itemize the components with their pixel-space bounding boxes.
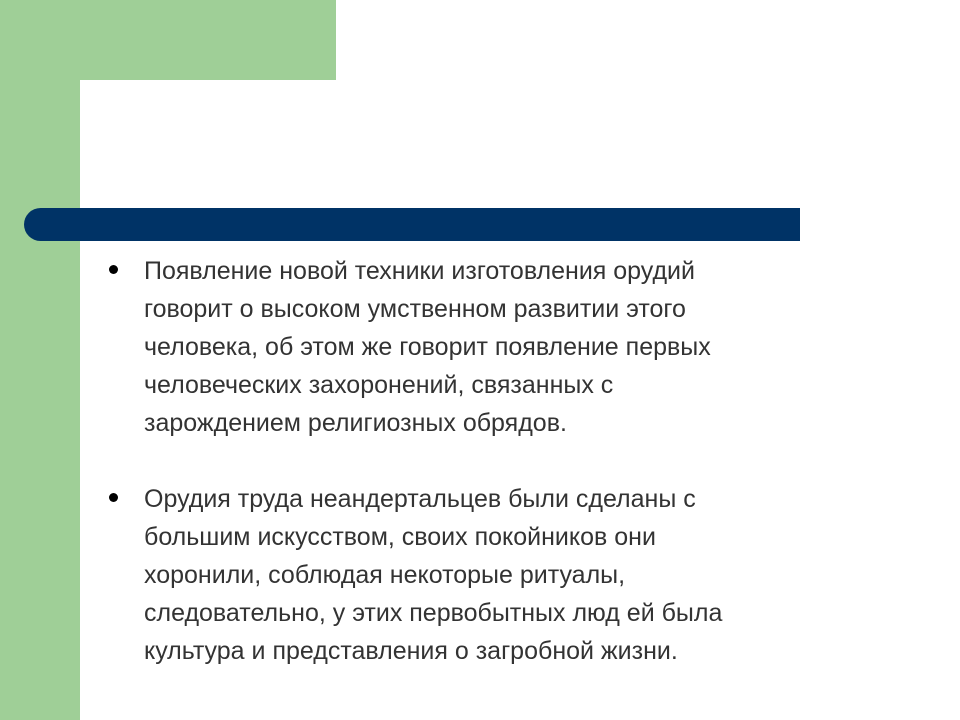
bullet-item — [106, 480, 896, 670]
top-accent-block — [0, 0, 336, 80]
title-bar — [24, 208, 800, 241]
bullet-dot-icon — [109, 265, 118, 274]
bullet-text: Появление новой техники изготовления орудий говорит о высоком умственном развитии этого человека, об этом же говорит появление первых человеческих захоронений, связанных с зарождением религиозных обрядов. — [144, 257, 711, 437]
bullet-dot-icon — [109, 493, 118, 502]
bullet-text: Орудия труда неандертальцев были сделаны с большим искусством, своих покойников они хоронили, соблюдая некоторые ритуалы, следовательно, у этих первобытных люд ей была культура и представления о загробной жизни. — [144, 485, 723, 665]
bullet-item — [106, 252, 896, 442]
bullet-list — [106, 252, 896, 670]
left-accent-strip — [0, 0, 80, 720]
